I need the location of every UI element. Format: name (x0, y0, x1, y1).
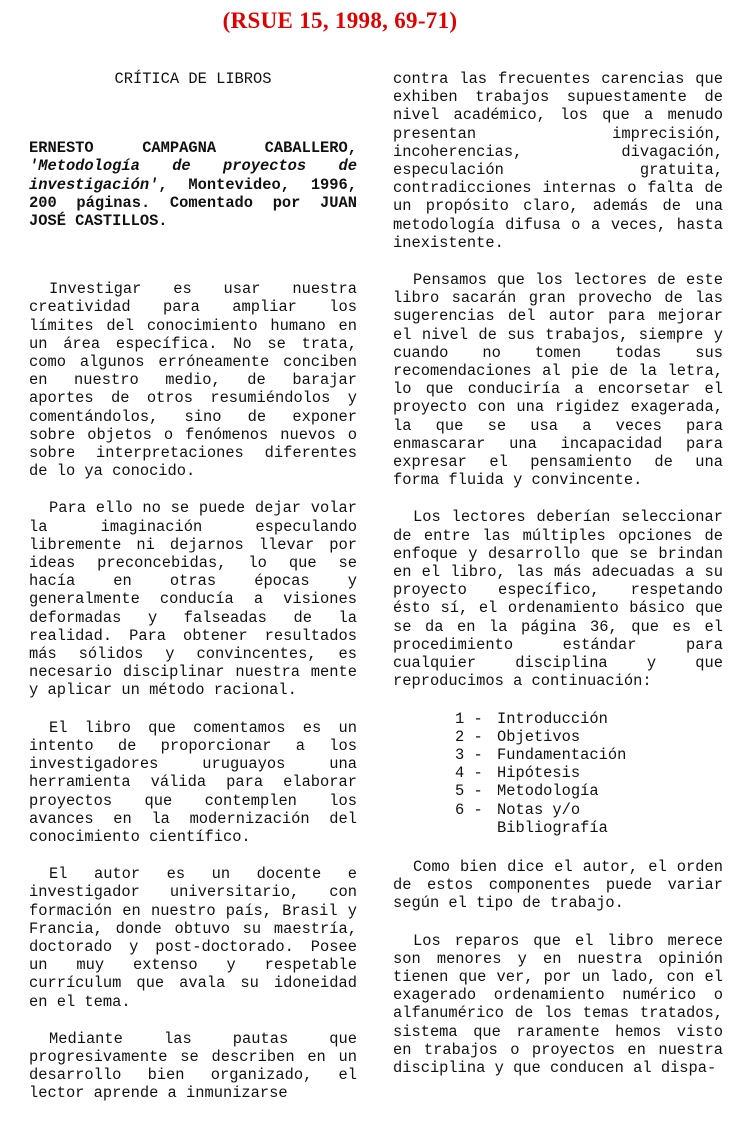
paragraph: Mediante las pautas que progresivamente se describen en un desarrollo bien organizado, el lector aprende a inmunizarse (29, 1029, 357, 1103)
book-title: 'Metodología de proyectos de investigación' (29, 157, 357, 194)
paragraph: El autor es un docente e investigador universitario, con formación en nuestro país, Brasil y Francia, donde obtuvo su maestría, doctorado y post-doctorado. Posee un muy extenso y respetable currículum que avala su idoneidad en el tema. (29, 865, 357, 1011)
paragraph: Investigar es usar nuestra creatividad para ampliar los límites del conocimiento humano en un área específica. No se trata, como algunos erróneamente conciben en nuestro medio, de barajar aportes de otros resumiéndolos y comentándolos, sino de exponer sobre objetos o fenómenos nuevos o sobre interpretaciones diferentes de lo ya conocido. (29, 280, 357, 481)
paragraph: contra las frecuentes carencias que exhiben trabajos supuestamente de nivel académico, los que a menudo presentan imprecisión, incoherencias, divagación, especulación gratuita, contradicciones internas o falta de un propósito claro, además de una metodología difusa o a veces, hasta inexistente. (393, 70, 723, 252)
step-number: 6 - (455, 800, 483, 819)
list-item (455, 764, 723, 782)
step-label: Hipótesis (497, 764, 581, 783)
project-steps-list (393, 710, 723, 837)
book-reference (29, 139, 357, 230)
paragraph: Pensamos que los lectores de este libro sacarán gran provecho de las sugerencias del autor para mejorar el nivel de sus trabajos, siempre y cuando no tomen todas sus recomendaciones al pie de la letra, lo que conduciría a encorsetar el proyecto con una rigidez exagerada, la que se usa a veces para enmascarar una incapacidad para expresar el pensamiento de una forma fluida y convincente. (393, 271, 723, 490)
list-item (455, 710, 723, 728)
list-item (455, 782, 723, 800)
right-column (393, 70, 723, 1096)
list-item (455, 746, 723, 764)
book-author: ERNESTO CAMPAGNA CABALLERO, (29, 139, 357, 158)
step-number: 5 - (455, 782, 483, 801)
step-label-continuation: Bibliografía (497, 818, 608, 837)
paragraph: Los lectores deberían seleccionar de entre las múltiples opciones de enfoque y desarrollo que se brindan en el libro, las más adecuadas a su proyecto específico, respetando ésto sí, el ordenamiento básico que se da en la página 36, que es el procedimiento estándar para cualquier disciplina y que reproducimos a continuación: (393, 508, 723, 691)
citation-header: (RSUE 15, 1998, 69-71) (222, 8, 458, 33)
paragraph: El libro que comentamos es un intento de proporcionar a los investigadores uruguayos una herramienta válida para elaborar proyectos que contemplen los avances en la modernización del conocimiento científico. (29, 718, 357, 846)
step-label: Introducción (497, 709, 608, 728)
paragraph: Para ello no se puede dejar volar la imaginación especulando libremente ni dejarnos llevar por ideas preconcebidas, lo que se hacía en otras épocas y generalmente conducía a visiones deformadas y falseadas de la realidad. Para obtener resultados más sólidos y convincentes, es necesario disciplinar nuestra mente y aplicar un método racional. (29, 499, 357, 700)
section-title: CRÍTICA DE LIBROS (114, 70, 272, 88)
paragraph: Los reparos que el libro merece son menores y en nuestra opinión tienen que ver, por un lado, con el exagerado ordenamiento numérico o alfanumérico de los temas tratados, sistema que raramente hemos visto en trabajos o proyectos en nuestra disciplina y que conducen al dispa- (393, 931, 723, 1077)
step-label: Notas y/o (497, 800, 581, 819)
step-number: 1 - (455, 709, 483, 728)
book-details: , Montevideo, 1996, 200 páginas. Comentado por JUAN JOSÉ CASTILLOS. (29, 175, 357, 231)
list-item (455, 801, 723, 837)
step-label: Fundamentación (497, 745, 627, 764)
step-number: 3 - (455, 745, 483, 764)
step-label: Objetivos (497, 727, 581, 746)
step-number: 4 - (455, 764, 483, 783)
list-item (455, 728, 723, 746)
step-label: Metodología (497, 782, 599, 801)
step-number: 2 - (455, 727, 483, 746)
left-column (29, 70, 357, 1122)
paragraph: Como bien dice el autor, el orden de estos componentes puede variar según el tipo de trabajo. (393, 857, 723, 913)
